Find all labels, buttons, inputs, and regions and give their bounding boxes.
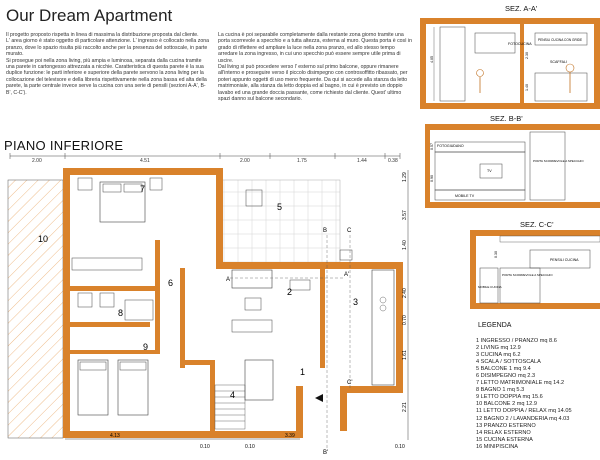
right-dim-4: 0.70: [402, 315, 408, 325]
section-a-label-4: 2.30: [525, 52, 529, 59]
room-label-1: 1: [300, 367, 306, 377]
top-dim-4: 1.44: [357, 158, 367, 164]
section-b-title: SEZ. B-B': [490, 114, 523, 123]
description-right: La cucina è poi separabile completamente dalla restante zona giorno tramite una porta scorrevole a specchio e a tutta altezza, esterna al muro. Questa porta è così in grado di riflettere ed ampliare la luce nella zona pranzo, ed allo stesso tempo arredare la zona ingresso, in cui uno specchio può essere sempre utile prima di uscire. Dal living si può procedere verso l' esterno sul primo balcone, oppure rimanere all'interno e proseguire verso il piccolo disimpegno con controsoffitto ribassato, per poteri appunto oggetti di uso meno frequente. Da qui si accede alla stanza da letto matrimoniale, alla stanza da letto doppia ed al bagno, in cui è previsto un doppio lavabo ed una grande doccia passante, come richiesto dal cliente. Quest' ultimo spazi danno sul balcone secondario.: [218, 32, 413, 103]
legend-item: 3 CUCINA mq 6.2: [476, 352, 521, 359]
room-label-7: 7: [140, 184, 146, 194]
legend-item: 11 LETTO DOPPIA / RELAX mq 14.05: [476, 408, 572, 415]
right-dim-6: 2.21: [402, 402, 408, 412]
section-a-label-1: PENSILI CUCINA CON GRIDE: [538, 38, 583, 42]
legend-item: 8 BAGNO 1 mq 5.3: [476, 387, 525, 394]
floor-plan: [0, 150, 420, 460]
room-label-2: 2: [287, 287, 293, 297]
bottom-dim-1: 3.39: [285, 433, 295, 439]
entrance-arrow: [315, 394, 323, 402]
room-label-5: 5: [277, 202, 283, 212]
room-label-8: 8: [118, 308, 124, 318]
right-dim-3: 2.40: [402, 288, 408, 298]
description-left: Il progetto proposto rispetta in linea di massima la distribuzione proposta dal cliente. L' area giorno è stato oggetto di particolare attenzione. L' ingresso è collocato nella zona pranzo, dove lo spazio risulta più raccolto anche per la presenza del sottoscale, in parte murato. Si prosegue poi nella zona living, più ampia e luminosa, separata dalla cucina tramite una parete in cartongesso attrezzata a nicchie. Caratteristica di questa parete è la sua duplice funzione: le parti inferiore e superiore della parete servono la zona living per la collocazione del televisore e della libreria rispettivamente nella zona bassa ed alta della parete, la parte centrale invece serve la cucina con una serie di pensili (sezioni A-A', B-B', C-C').: [6, 32, 209, 96]
room-label-4: 4: [230, 390, 236, 400]
legend-item: 6 DISIMPEGNO mq 2.3: [476, 373, 536, 380]
right-dim-0: 1.29: [402, 172, 408, 182]
section-a-label-3: 4.05: [430, 56, 434, 63]
kitchen-counter: [372, 270, 394, 385]
page-title: Our Dream Apartment: [6, 6, 173, 25]
right-dim-5: 1.61: [402, 350, 408, 360]
top-dim-0: 2.00: [32, 158, 42, 164]
section-b-drawing: [425, 122, 600, 212]
bottom-small-2: 0.10: [395, 444, 405, 450]
legend-item: 9 LETTO DOPPIA mq 15.6: [476, 394, 543, 401]
section-a-label-5: 1.40: [525, 84, 529, 91]
right-dim-1: 3.57: [402, 210, 408, 220]
section-mark-c-prime: C': [347, 380, 353, 386]
top-dim-5: 0.38: [388, 158, 398, 164]
right-dim-2: 1.40: [402, 240, 408, 250]
section-c-label-1: PORTA SCORREVOLE A SPECCHIO: [502, 273, 553, 277]
bottom-small-0: 0.10: [200, 444, 210, 450]
bottom-small-1: 0.10: [245, 444, 255, 450]
legend-item: 10 BALCONE 2 mq 12.9: [476, 401, 537, 408]
section-mark-b-prime: B': [323, 450, 329, 456]
dining-table: [245, 360, 273, 400]
section-mark-a-prime: A': [344, 272, 350, 278]
twin-beds-9: [78, 360, 148, 415]
top-dim-3: 1.75: [297, 158, 307, 164]
section-c-label-2: MOBILE CUCINA: [478, 285, 502, 289]
section-a-title: SEZ. A-A': [505, 4, 538, 13]
section-a-label-2: SCAFFALI: [550, 60, 567, 64]
legend-item: 7 LETTO MATRIMONIALE mq 14.2: [476, 380, 565, 387]
balcony-1-area: [222, 180, 340, 268]
legend-list: [476, 338, 600, 451]
section-mark-b: B: [323, 228, 328, 234]
legend-title: LEGENDA: [478, 322, 512, 329]
section-b-label-0: FOTOGIUDANO: [437, 144, 464, 148]
section-b-label-2: PORTA SCORREVOLE A SPECCHIO: [533, 159, 584, 163]
room-label-6: 6: [168, 278, 174, 288]
legend-item: 12 BAGNO 2 / LAVANDERIA mq 4.03: [476, 415, 570, 422]
room-label-9: 9: [143, 342, 149, 352]
section-c-title: SEZ. C-C': [520, 220, 554, 229]
legend-item: 16 MINIPISCINA: [476, 443, 518, 450]
legend-item: 2 LIVING mq 12.9: [476, 345, 521, 352]
section-c-drawing: [470, 228, 600, 313]
section-mark-a: A: [226, 277, 231, 283]
room-label-10: 10: [38, 234, 49, 244]
section-b-label-1: TV: [487, 169, 492, 173]
top-dimension-line: [10, 153, 400, 164]
bottom-dim-0: 4.13: [110, 433, 120, 439]
section-c-label-0: PENSILI CUCINA: [550, 258, 579, 262]
legend-item: 5 BALCONE 1 mq 9.4: [476, 366, 531, 373]
section-c-label-3: 0.30: [494, 251, 498, 258]
top-dim-1: 4.51: [140, 158, 150, 164]
section-mark-c: C: [347, 228, 352, 234]
room-label-3: 3: [353, 297, 359, 307]
legend-item: 1 INGRESSO / PRANZO mq 8.6: [476, 338, 557, 344]
legend-item: 13 PRANZO ESTERNO: [476, 422, 536, 429]
plan-title: PIANO INFERIORE: [4, 138, 124, 153]
legend-item: 4 SCALA / SOTTOSCALA: [476, 359, 541, 366]
section-a-drawing: [420, 13, 600, 113]
section-b-label-4: 0.57: [430, 143, 434, 150]
balcony-2-area: [8, 180, 63, 438]
legend-item: 15 CUCINA ESTERNA: [476, 436, 533, 443]
section-b-label-5: 0.90: [430, 175, 434, 182]
bathroom-8-fixtures: [78, 293, 153, 320]
section-a-label-0: FOTOCUCINA: [508, 42, 532, 46]
top-dim-2: 2.00: [240, 158, 250, 164]
legend-item: 14 RELAX ESTERNO: [476, 429, 531, 436]
section-b-label-3: MOBILE TV: [455, 194, 475, 198]
double-bed-7: [72, 178, 162, 270]
